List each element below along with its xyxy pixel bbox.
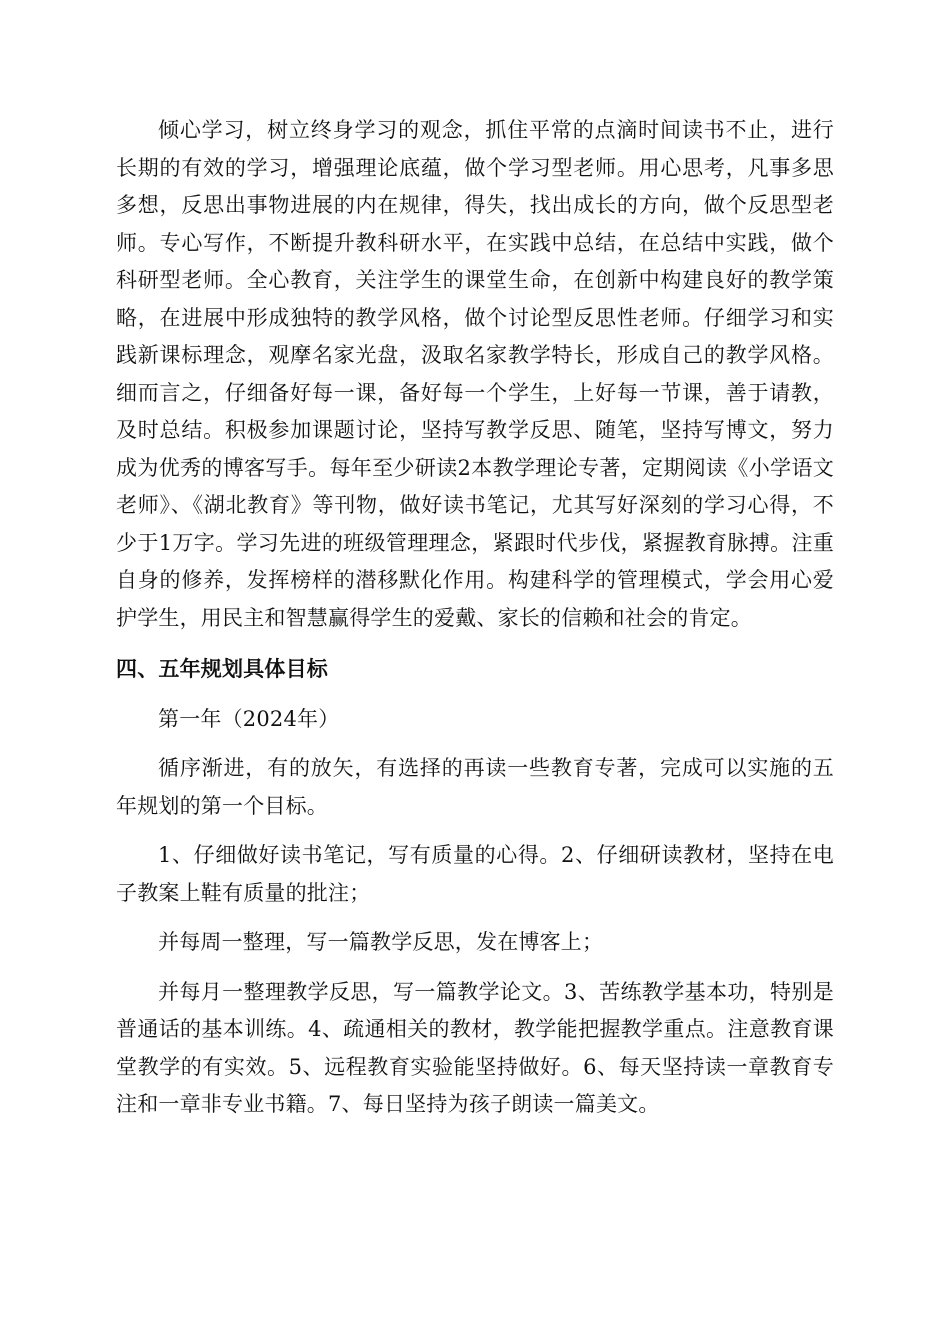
body-paragraph-goals-2: 并每月一整理教学反思，写一篇教学论文。3、苦练教学基本功，特别是普通话的基本训练。4、疏通相关的教材，教学能把握教学重点。注意教育课堂教学的有实效。5、远程教育实验能坚持做好。6、每天坚持读一章教育专注和一章非专业书籍。7、每日坚持为孩子朗读一篇美文。 — [116, 979, 834, 1116]
spacer — [116, 825, 834, 837]
body-paragraph-learning: 倾心学习，树立终身学习的观念，抓住平常的点滴时间读书不止，进行长期的有效的学习，增强理论底蕴，做个学习型老师。用心思考，凡事多思多想，反思出事物进展的内在规律，得失，找出成长的方向，做个反思型老师。专心写作，不断提升教科研水平，在实践中总结，在总结中实践，做个科研型老师。全心教育，关注学生的课堂生命，在创新中构建良好的教学策略，在进展中形成独特的教学风格，做个讨论型反思性老师。仔细学习和实践新课标理念，观摩名家光盘，汲取名家教学特长，形成自己的教学风格。细而言之，仔细备好每一课，备好每一个学生，上好每一节课，善于请教，及时总结。积极参加课题讨论，坚持写教学反思、随笔，坚持写博文，努力成为优秀的博客写手。每年至少研读2本教学理论专著，定期阅读《小学语文老师》、《湖北教育》等刊物，做好读书笔记，尤其写好深刻的学习心得，不少于1万字。学习先进的班级管理理念，紧跟时代步伐，紧握教育脉搏。注重自身的修养，发挥榜样的潜移默化作用。构建科学的管理模式，学会用心爱护学生，用民主和智慧赢得学生的爱戴、家长的信赖和社会的肯定。 — [116, 118, 834, 630]
body-paragraph-intro: 循序渐进，有的放矢，有选择的再读一些教育专著，完成可以实施的五年规划的第一个目标。 — [116, 756, 834, 818]
spacer — [116, 689, 834, 701]
spacer — [116, 912, 834, 924]
spacer — [116, 637, 834, 651]
spacer — [116, 962, 834, 974]
section-heading: 四、五年规划具体目标 — [116, 657, 328, 681]
spacer — [116, 738, 834, 750]
body-paragraph-goals-1: 1、仔细做好读书笔记，写有质量的心得。2、仔细研读教材，坚持在电子教案上鞋有质量的批注； — [116, 843, 834, 905]
body-paragraph-weekly: 并每周一整理，写一篇教学反思，发在博客上； — [158, 930, 604, 954]
year-label: 第一年（2024年） — [158, 706, 340, 731]
document-page — [116, 112, 834, 1124]
